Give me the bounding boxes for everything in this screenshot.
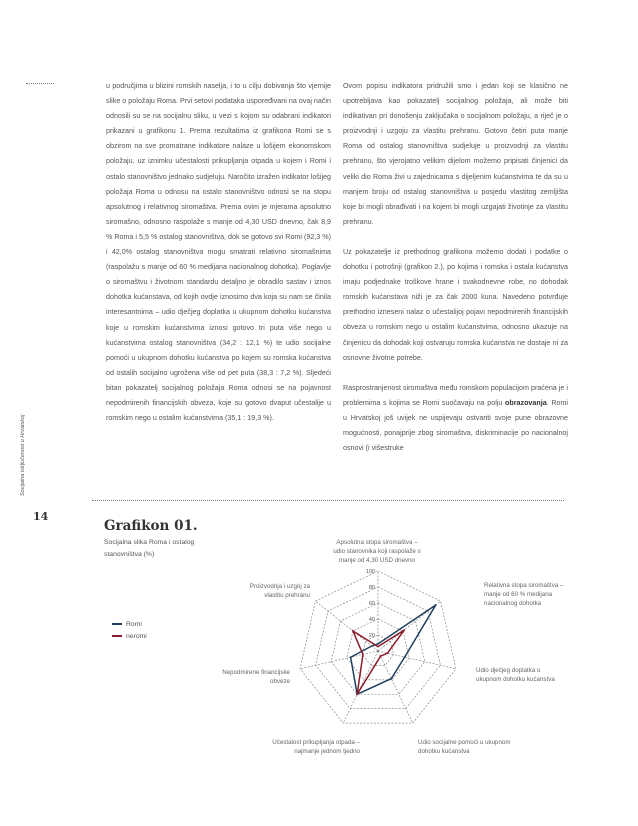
axis-spoke-6 xyxy=(315,601,378,651)
axis-label-1: Relativna stopa siromaštva – manje od 60 % medijana nacionalnog dohotka xyxy=(484,582,564,607)
axis-label-5: Nepodmirene financijske obveze xyxy=(222,669,290,685)
axis-label-2: Udio dječjeg doplatka u ukupnom dohotku kućanstva xyxy=(476,667,555,683)
paragraph-text-before: Rasprostranjenost siromaštva među romskom populacijom praćena je i problemima s kojima se Romi suočavaju na polju xyxy=(343,383,568,407)
figure-title: Grafikon 01. xyxy=(104,518,198,534)
point-romi-3 xyxy=(390,678,392,680)
axis-label-3: Udio socijalne pomoći u ukupnom dohotku kućanstva xyxy=(418,739,511,755)
axis-spoke-5 xyxy=(300,651,378,669)
point-romi-1 xyxy=(435,604,437,606)
right-paragraph-1: Ovom popisu indikatora pridružili smo i jedan koji se klasično ne upotrebljava kao pokazatelj socijalnog položaja, ali može biti indikativan pri donošenju zaključaka o socijalnom položaju, a riječ je o proizvodnji i uzgoju za vlastitu prehranu. Gotovo četiri puta manje Roma od ostalog stanovništva sudjeluje u proizvodnji za vlastitu prehranu, što vjerojatno velikim dijelom možemo pripisati činjenici da veliki dio Roma živi u zajednicama s dijeljenim kućanstvima te da su u manjem broju od ostalog stanovništva u posjedu vlastitog zemljišta koje bi mogli obrađivati i na kojem bi mogli uzgajati životinje za vlastitu prehranu. xyxy=(343,82,568,226)
left-paragraph-1: u područjima u blizini romskih naselja, i to u cilju dobivanja što vjernije slike o položaju Roma. Prvi setovi podataka uspoređivani na ovaj način odnosili su se na socijalnu sliku, u vezi s kojom su odabrani indikatori prikazani u grafikonu 1. Prema rezultatima iz grafikona Romi se s obzirom na sve promatrane indikatore nalaze u lošijem ekonomskom položaju, uz iznimku učestalosti prikupljanja otpada u kojem i Romi i ostalo stanovništvo jednako sudjeluju. Naročito izražen indikator lošijeg položaja Roma u odnosu na ostalo stanovništvo odnosi se na stopu apsolutnog i relativnog siromaštva. Prema ovim je mjerama apsolutno siromašno, odnosno raspolaže s manje od 4,30 USD dnevno, čak 8,9 % Roma i 5,5 % ostalog stanovništva, dok se gotovo svi Romi (92,3 %) i 42,0% ostalog stanovništva mogu smatrati relativno siromašnima (raspolažu s manje od 60 % medijana nacionalnog dohotka). Poglavlje o siromaštvu i životnom standardu detaljno je obradilo sastav i iznos dohotka kućanstava, od kojih ovdje iznosimo dva koja su nam se činila interesantnima – udio dječjeg doplatka u ukupnom dohotku kućanstva koje u romskim kućanstvima iznosi gotovo tri puta više nego u kućanstvima ostalog stanovništva (34,2 : 12,1 %) te udio socijalne pomoći u ukupnom dohotku kućanstva po kojem su romska kućanstva od ostalih socijalno ugrožena više od pet puta (38,3 : 7,2 %). Sljedeći bitan pokazatelj socijalnog položaja Roma odnosi se na pojavnost nepodmirenih financijskih obveza, koje su gotovo dvaput učestalije u romskim nego u ostalim kućanstvima (35,1 : 19,3 %). xyxy=(106,82,331,423)
point-romi-6 xyxy=(371,645,373,647)
axis-spoke-3 xyxy=(378,651,413,723)
emphasized-word: obrazovanja xyxy=(505,398,547,407)
r-tick-label-60: 60 xyxy=(368,601,375,607)
point-neromi-2 xyxy=(387,652,389,654)
axis-label-0: Apsolutna stopa siromaštva – udio stanovnika koji raspolaže s manje od 4,30 USD dnevno xyxy=(333,539,421,564)
grid-ring-60 xyxy=(331,603,425,694)
r-tick-label-40: 40 xyxy=(368,617,375,623)
r-tick-label-20: 20 xyxy=(368,633,375,639)
point-romi-2 xyxy=(404,656,406,658)
point-neromi-3 xyxy=(380,655,382,657)
axis-spoke-2 xyxy=(378,651,456,669)
running-section-label: Socijalna isključenost u Hrvatskoj xyxy=(20,414,26,496)
point-romi-0 xyxy=(377,643,379,645)
point-neromi-0 xyxy=(377,646,379,648)
r-tick-label-80: 80 xyxy=(368,585,375,591)
paragraph-text-after: . Romi u Hrvatskoj još uvijek ne uspijevaju ostvariti svoje pune obrazovne mogućnosti, ponajprije zbog siromaštva, diskriminacije po nacionalnoj osnovi (i višestruke xyxy=(343,398,568,453)
axis-label-4: Učestalost prikupljanja otpada – najmanje jednom tjedno xyxy=(272,739,360,755)
point-romi-5 xyxy=(350,656,352,658)
point-neromi-1 xyxy=(403,629,405,631)
point-neromi-4 xyxy=(356,693,358,695)
legend-label-neromi: neromi xyxy=(126,632,147,640)
right-paragraph-2: Uz pokazatelje iz prethodnog grafikona možemo dodati i podatke o dohotku i potrošnji (grafikon 2.), po kojima i romska i ostala kućanstva imaju podjednake troškove hrane i svakodnevne robe, no dohodak romskih kućanstava niži je za čak 2000 kuna. Navedeno potvrđuje prethodno izneseni nalaz o učestalijoj pojavi nepodmirenih financijskih obveza u romskim nego u ostalim kućanstvima, odnosno ukazuje na činjenicu da dohodak koji ostvaruju romska kućanstva ne dostaje ni za osnovne životne potrebe. xyxy=(343,247,568,362)
point-neromi-6 xyxy=(352,630,354,632)
legend-label-romi: Romi xyxy=(126,620,142,628)
page-number: 14 xyxy=(33,510,49,523)
point-neromi-5 xyxy=(362,654,364,656)
axis-label-6: Proizvodnja i uzgoj za vlastitu prehranu xyxy=(249,583,310,599)
figure-subtitle: Socijalna slika Roma i ostalog stanovništva (%) xyxy=(104,539,195,558)
r-tick-label-100: 100 xyxy=(365,569,375,575)
